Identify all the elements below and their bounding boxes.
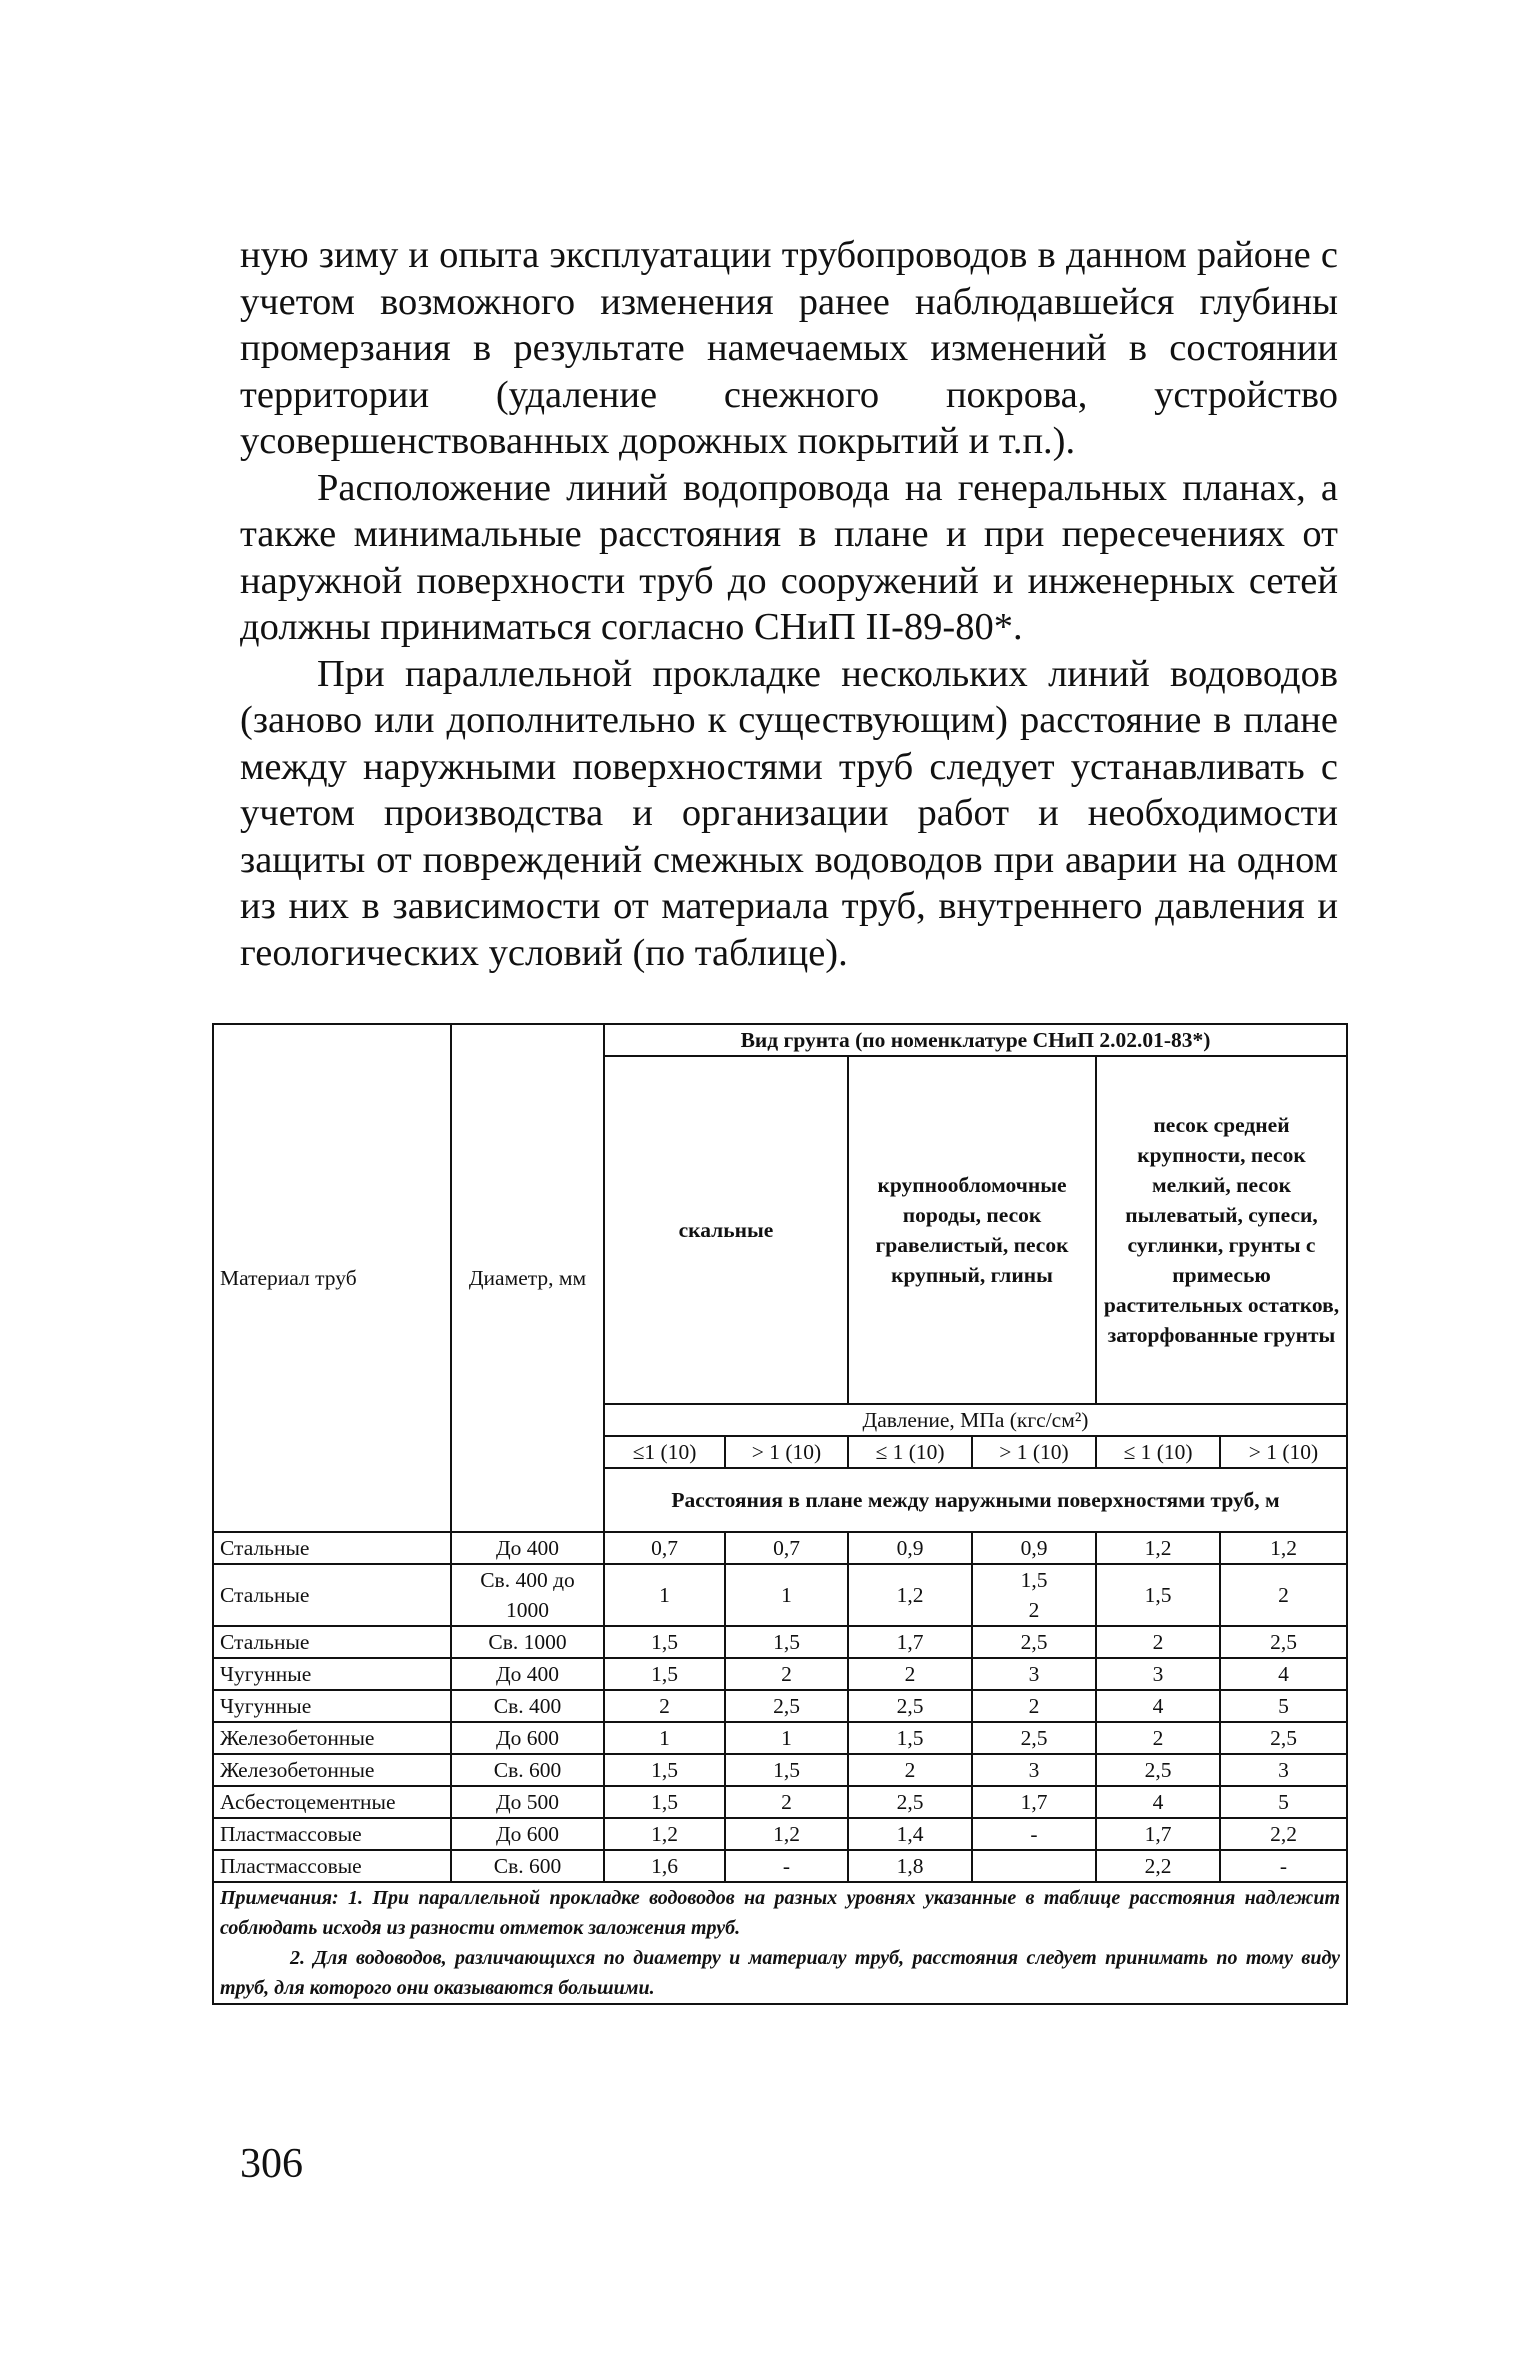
table-row	[213, 1658, 1347, 1690]
cell-distance: 4	[1096, 1786, 1220, 1818]
cell-distance: 2,5	[972, 1722, 1096, 1754]
cell-material: Чугунные	[213, 1690, 451, 1722]
table-row	[213, 1532, 1347, 1564]
paragraph-1: ную зиму и опыта эксплуатации трубопроводов в данном районе с учетом возможного изменения ранее наблюдавшейся глубины промерзания в результате намечаемых изменений в состоянии территории (удаление снежного покрова, устройство усовершенствованных дорожных покрытий и т.п.).	[240, 234, 1338, 462]
cell-distance: -	[725, 1850, 848, 1882]
cell-distance: 1,5	[725, 1626, 848, 1658]
table-row	[213, 1564, 1347, 1626]
cell-diameter: До 600	[451, 1722, 604, 1754]
table-row	[213, 1626, 1347, 1658]
cell-distance: 1,5	[848, 1722, 972, 1754]
pressure-col: ≤1 (10)	[604, 1436, 725, 1468]
pressure-col: > 1 (10)	[972, 1436, 1096, 1468]
paragraph-2: Расположение линий водопровода на генеральных планах, а также минимальные расстояния в плане и при пересечениях от наружной поверхности труб до сооружений и инженерных сетей должны приниматься согласно СНиП II-89-80*.	[240, 466, 1338, 648]
cell-distance: 1,5	[604, 1786, 725, 1818]
note-1: Примечания: 1. При параллельной прокладке водоводов на разных уровнях указанные в таблице расстояния надлежит соблюдать исходя из разности отметок заложения труб.	[220, 1887, 1340, 1939]
cell-distance: 2	[848, 1658, 972, 1690]
pressure-col: ≤ 1 (10)	[848, 1436, 972, 1468]
cell-distance: 1,7	[1096, 1818, 1220, 1850]
cell-distance: 1,8	[848, 1850, 972, 1882]
cell-distance: 3	[972, 1658, 1096, 1690]
cell-diameter: Св. 400 до 1000	[451, 1564, 604, 1626]
cell-distance: 2	[604, 1690, 725, 1722]
cell-distance: -	[1220, 1850, 1347, 1882]
pipe-distance-table	[212, 1023, 1348, 2005]
cell-distance: 1,2	[1220, 1532, 1347, 1564]
cell-material: Чугунные	[213, 1658, 451, 1690]
cell-distance: 2,5	[848, 1690, 972, 1722]
cell-distance: 2,2	[1220, 1818, 1347, 1850]
table-row	[213, 1722, 1347, 1754]
cell-diameter: Св. 1000	[451, 1626, 604, 1658]
cell-distance: 2	[1096, 1626, 1220, 1658]
table-row	[213, 1690, 1347, 1722]
table-row	[213, 1818, 1347, 1850]
cell-distance: 1,5	[725, 1754, 848, 1786]
cell-diameter: До 600	[451, 1818, 604, 1850]
table-body	[213, 1532, 1347, 1882]
page-number: 306	[240, 2141, 303, 2187]
cell-distance: 0,7	[725, 1532, 848, 1564]
cell-material: Железобетонные	[213, 1722, 451, 1754]
cell-distance: 2	[725, 1658, 848, 1690]
soil-sand: песок средней крупности, песок мелкий, песок пылеватый, супеси, суглинки, грунты с примесью растительных остатков, заторфованные грунты	[1096, 1056, 1347, 1404]
cell-diameter: До 400	[451, 1532, 604, 1564]
header-diameter: Диаметр, мм	[451, 1024, 604, 1532]
cell-distance: 1,5	[604, 1658, 725, 1690]
cell-distance: 1,5 2	[972, 1564, 1096, 1626]
cell-distance: 1,2	[1096, 1532, 1220, 1564]
cell-distance: 1	[725, 1564, 848, 1626]
header-distance: Расстояния в плане между наружными поверхностями труб, м	[604, 1468, 1347, 1532]
cell-distance: 1	[604, 1722, 725, 1754]
cell-distance: 2	[1096, 1722, 1220, 1754]
cell-distance: 1,2	[604, 1818, 725, 1850]
cell-distance: 5	[1220, 1786, 1347, 1818]
cell-distance: 2	[725, 1786, 848, 1818]
soil-coarse: крупнообломочные породы, песок гравелистый, песок крупный, глины	[848, 1056, 1096, 1404]
cell-material: Стальные	[213, 1626, 451, 1658]
cell-material: Пластмассовые	[213, 1818, 451, 1850]
cell-distance: 1,7	[972, 1786, 1096, 1818]
cell-distance: 2,5	[972, 1626, 1096, 1658]
cell-distance: 3	[1096, 1658, 1220, 1690]
cell-distance: 2,5	[1096, 1754, 1220, 1786]
header-material: Материал труб	[213, 1024, 451, 1532]
cell-distance: 1	[604, 1564, 725, 1626]
cell-distance: 2,5	[725, 1690, 848, 1722]
cell-distance: 1	[725, 1722, 848, 1754]
cell-diameter: Св. 400	[451, 1690, 604, 1722]
body-text	[240, 232, 1338, 976]
cell-distance: 4	[1096, 1690, 1220, 1722]
cell-distance: 1,2	[848, 1564, 972, 1626]
cell-diameter: До 400	[451, 1658, 604, 1690]
cell-distance: 0,9	[848, 1532, 972, 1564]
cell-distance: 2,2	[1096, 1850, 1220, 1882]
cell-distance	[972, 1850, 1096, 1882]
cell-distance: 2,5	[848, 1786, 972, 1818]
cell-distance: 1,5	[604, 1754, 725, 1786]
table-notes	[213, 1882, 1347, 2004]
table-row	[213, 1754, 1347, 1786]
header-soil-type: Вид грунта (по номенклатуре СНиП 2.02.01-83*)	[604, 1024, 1347, 1056]
paragraph-3: При параллельной прокладке нескольких линий водоводов (заново или дополнительно к существующим) расстояние в плане между наружными поверхностями труб следует устанавливать с учетом производства и организации работ и необходимости защиты от повреждений смежных водоводов при аварии на одном из них в зависимости от материала труб, внутреннего давления и геологических условий (по таблице).	[240, 652, 1338, 974]
cell-material: Железобетонные	[213, 1754, 451, 1786]
pressure-col: > 1 (10)	[725, 1436, 848, 1468]
soil-rocky: скальные	[604, 1056, 848, 1404]
cell-diameter: До 500	[451, 1786, 604, 1818]
cell-distance: 1,7	[848, 1626, 972, 1658]
cell-distance: 0,9	[972, 1532, 1096, 1564]
note-2: 2. Для водоводов, различающихся по диаметру и материалу труб, расстояния следует принимать по тому виду труб, для которого они оказываются большими.	[220, 1947, 1340, 1999]
cell-distance: 2	[848, 1754, 972, 1786]
pressure-col: ≤ 1 (10)	[1096, 1436, 1220, 1468]
cell-distance: 1,5	[604, 1626, 725, 1658]
cell-distance: 5	[1220, 1690, 1347, 1722]
cell-distance: 2	[972, 1690, 1096, 1722]
cell-distance: 1,5	[1096, 1564, 1220, 1626]
cell-distance: 3	[1220, 1754, 1347, 1786]
cell-distance: 1,6	[604, 1850, 725, 1882]
cell-distance: 1,4	[848, 1818, 972, 1850]
cell-distance: 2,5	[1220, 1626, 1347, 1658]
cell-material: Стальные	[213, 1532, 451, 1564]
pressure-col: > 1 (10)	[1220, 1436, 1347, 1468]
cell-distance: 2	[1220, 1564, 1347, 1626]
cell-distance: 0,7	[604, 1532, 725, 1564]
header-pressure: Давление, МПа (кгс/см²)	[604, 1404, 1347, 1436]
table-row	[213, 1786, 1347, 1818]
cell-distance: 2,5	[1220, 1722, 1347, 1754]
cell-distance: -	[972, 1818, 1096, 1850]
cell-distance: 1,2	[725, 1818, 848, 1850]
cell-material: Асбестоцементные	[213, 1786, 451, 1818]
cell-material: Стальные	[213, 1564, 451, 1626]
cell-distance: 4	[1220, 1658, 1347, 1690]
cell-material: Пластмассовые	[213, 1850, 451, 1882]
cell-distance: 3	[972, 1754, 1096, 1786]
cell-diameter: Св. 600	[451, 1754, 604, 1786]
table-row	[213, 1850, 1347, 1882]
cell-diameter: Св. 600	[451, 1850, 604, 1882]
